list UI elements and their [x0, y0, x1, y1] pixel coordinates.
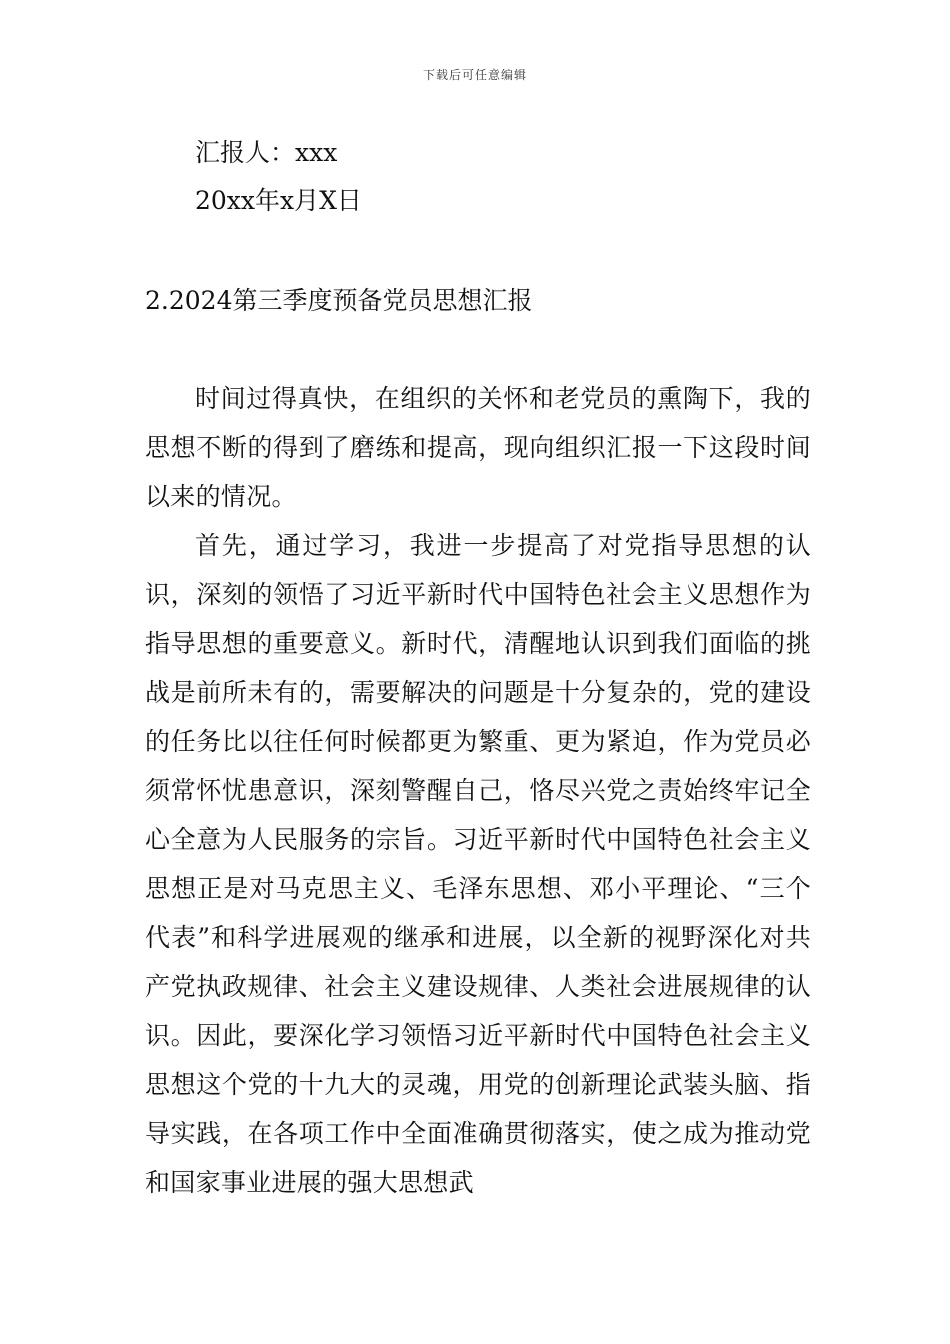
date-line: 20xx年x月X日 [195, 186, 362, 215]
paragraph-first: 首先，通过学习，我进一步提高了对党指导思想的认识，深刻的领悟了习近平新时代中国特色社会主义思想作为指导思想的重要意义。新时代，清醒地认识到我们面临的挑战是前所未有的，需要解决的问题是十分复杂的，党的建设的任务比以往任何时候都更为繁重、更为紧迫，作为党员必须常怀忧患意识，深刻警醒自己，恪尽兴党之责始终牢记全心全意为人民服务的宗旨。习近平新时代中国特色社会主义思想正是对马克思主义、毛泽东思想、邓小平理论、“三个代表”和科学进展观的继承和进展，以全新的视野深化对共产党执政规律、社会主义建设规律、人类社会进展规律的认识。因此，要深化学习领悟习近平新时代中国特色社会主义思想这个党的十九大的灵魂，用党的创新理论武装头脑、指导实践，在各项工作中全面准确贯彻落实，使之成为推动党和国家事业进展的强大思想武 [145, 531, 811, 1197]
reporter-line: 汇报人：xxx [195, 138, 338, 167]
section-title: 2.2024第三季度预备党员思想汇报 [145, 286, 533, 315]
header-note: 下载后可任意编辑 [422, 68, 527, 82]
paragraph-intro: 时间过得真快，在组织的关怀和老党员的熏陶下，我的思想不断的得到了磨练和提高，现向组织汇报一下这段时间以来的情况。 [145, 384, 811, 511]
body-text [145, 374, 811, 1207]
